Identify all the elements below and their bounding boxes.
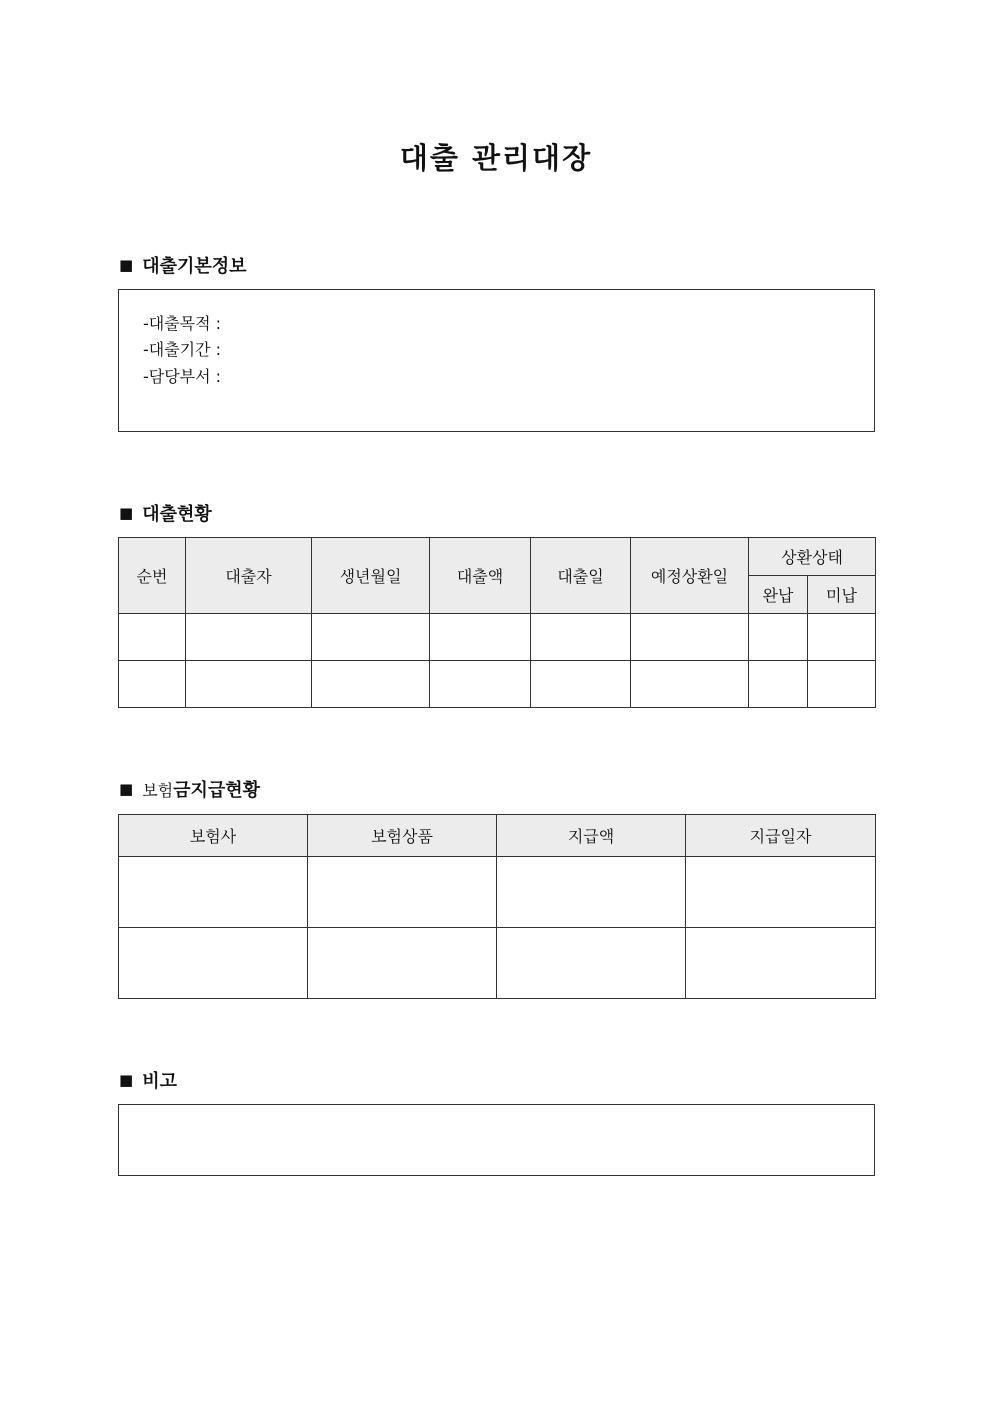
table-cell[interactable] — [119, 661, 186, 708]
table-cell[interactable] — [686, 928, 876, 999]
loan-status-heading-label: 대출현황 — [142, 504, 212, 525]
table-cell[interactable] — [497, 857, 686, 928]
col-repay-status-header: 상환상태 — [749, 538, 876, 576]
col-insurer-header: 보험사 — [119, 815, 308, 857]
table-row — [119, 857, 876, 928]
loan-purpose-field[interactable]: -대출목적 : — [143, 314, 222, 333]
table-cell[interactable] — [119, 857, 308, 928]
table-row — [119, 928, 876, 999]
table-cell[interactable] — [308, 857, 497, 928]
col-unpaid-header: 미납 — [808, 576, 876, 614]
col-amount-header: 대출액 — [430, 538, 531, 614]
table-cell[interactable] — [430, 661, 531, 708]
col-seq-header: 순번 — [119, 538, 186, 614]
table-cell[interactable] — [186, 661, 312, 708]
table-cell[interactable] — [497, 928, 686, 999]
table-cell[interactable] — [749, 661, 808, 708]
square-bullet-icon: ■ — [119, 780, 134, 798]
col-product-header: 보험상품 — [308, 815, 497, 857]
loan-status-heading — [119, 500, 212, 526]
table-cell[interactable] — [808, 614, 876, 661]
table-cell[interactable] — [430, 614, 531, 661]
insurance-heading-prefix: 보험 — [142, 780, 174, 800]
loan-status-table — [118, 537, 876, 708]
table-cell[interactable] — [631, 614, 749, 661]
insurance-table — [118, 814, 876, 999]
table-cell[interactable] — [808, 661, 876, 708]
col-paid-header: 완납 — [749, 576, 808, 614]
table-cell[interactable] — [186, 614, 312, 661]
basic-info-heading — [119, 252, 247, 278]
table-row — [119, 614, 876, 661]
table-row — [119, 661, 876, 708]
col-loan-date-header: 대출일 — [531, 538, 631, 614]
table-cell[interactable] — [686, 857, 876, 928]
table-cell[interactable] — [749, 614, 808, 661]
col-birthdate-header: 생년월일 — [312, 538, 430, 614]
basic-info-box — [118, 289, 875, 432]
department-field[interactable]: -담당부서 : — [143, 367, 222, 386]
basic-info-heading-label: 대출기본정보 — [142, 256, 247, 277]
insurance-heading — [119, 776, 260, 802]
col-payment-date-header: 지급일자 — [686, 815, 876, 857]
col-borrower-header: 대출자 — [186, 538, 312, 614]
insurance-heading-label: 금지급현황 — [173, 780, 261, 801]
square-bullet-icon: ■ — [119, 504, 134, 522]
table-cell[interactable] — [119, 928, 308, 999]
table-cell[interactable] — [308, 928, 497, 999]
square-bullet-icon: ■ — [119, 1071, 134, 1089]
table-cell[interactable] — [531, 661, 631, 708]
col-due-date-header: 예정상환일 — [631, 538, 749, 614]
remarks-heading — [119, 1067, 177, 1093]
document-title: 대출 관리대장 — [399, 141, 593, 175]
col-payment-amount-header: 지급액 — [497, 815, 686, 857]
table-cell[interactable] — [312, 661, 430, 708]
loan-period-field[interactable]: -대출기간 : — [143, 340, 222, 359]
table-cell[interactable] — [631, 661, 749, 708]
square-bullet-icon: ■ — [119, 256, 134, 274]
remarks-box[interactable] — [118, 1104, 875, 1176]
table-cell[interactable] — [119, 614, 186, 661]
table-cell[interactable] — [531, 614, 631, 661]
table-cell[interactable] — [312, 614, 430, 661]
remarks-heading-label: 비고 — [142, 1071, 177, 1092]
